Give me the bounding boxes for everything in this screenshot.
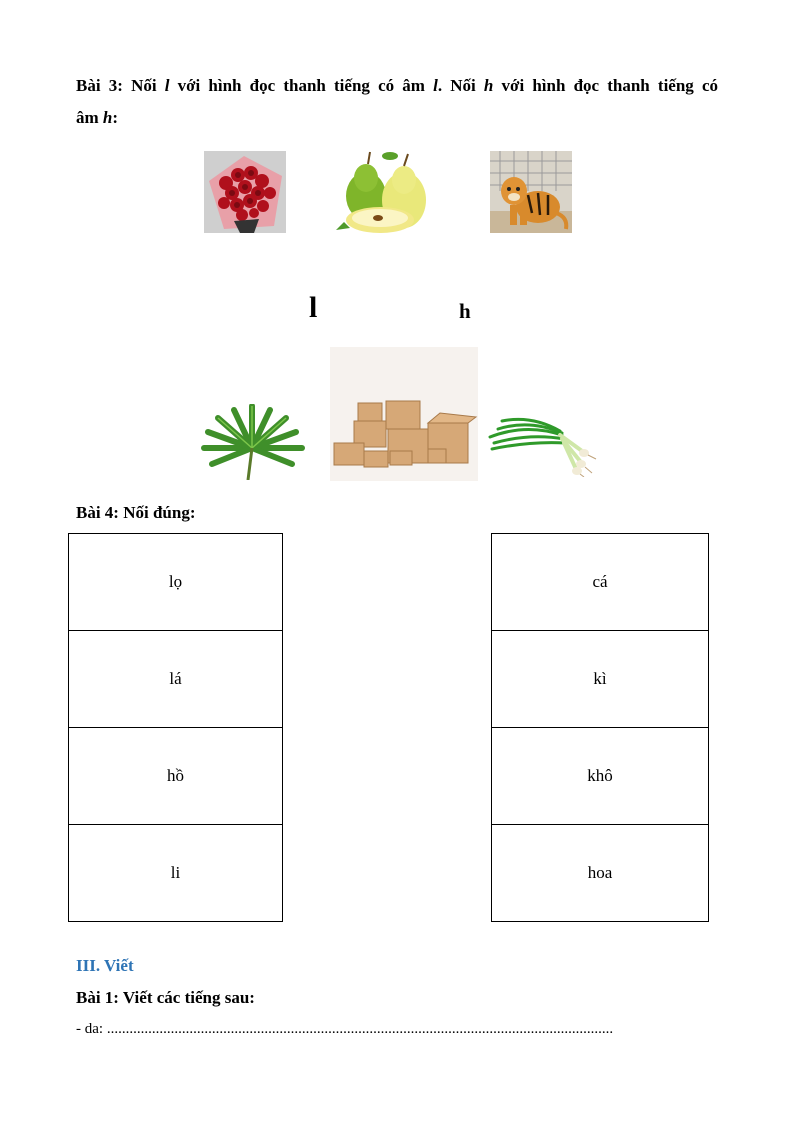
table-row — [69, 825, 283, 922]
right-word-cell[interactable]: cá — [492, 534, 709, 631]
writing-prompt: - da: — [76, 1021, 107, 1037]
table-row — [69, 728, 283, 825]
right-word-table — [491, 533, 709, 922]
left-word-table — [68, 533, 283, 922]
bai1-title: Bài 1: Viết các tiếng sau: — [76, 988, 255, 1007]
letter-l: l — [309, 291, 318, 324]
left-word-cell[interactable]: lọ — [69, 534, 283, 631]
table-row — [69, 534, 283, 631]
palm-leaf-picture — [198, 404, 306, 480]
right-word-cell[interactable]: kì — [492, 631, 709, 728]
table-row — [69, 631, 283, 728]
boxes-picture — [330, 347, 478, 481]
left-word-cell[interactable]: li — [69, 825, 283, 922]
rose-bouquet-picture — [204, 151, 286, 233]
table-row — [492, 825, 709, 922]
table-row — [492, 534, 709, 631]
writing-dots: ....................................................................................................................................... — [106, 1021, 614, 1037]
table-row — [492, 728, 709, 825]
letter-h: h — [459, 299, 471, 323]
tiger-picture — [490, 151, 572, 233]
green-onion-picture — [486, 407, 598, 477]
left-word-cell[interactable]: lá — [69, 631, 283, 728]
table-row — [492, 631, 709, 728]
right-word-cell[interactable]: hoa — [492, 825, 709, 922]
writing-line[interactable] — [76, 1021, 716, 1038]
pear-picture — [332, 148, 430, 236]
bai3-instruction-line2: âm h: — [76, 108, 119, 127]
bai3-instruction-line1: Bài 3: Nối l với hình đọc thanh tiếng có âm l. Nối h với hình đọc thanh tiếng có — [76, 76, 719, 95]
section-heading-viet: III. Viết — [76, 956, 134, 975]
right-word-cell[interactable]: khô — [492, 728, 709, 825]
left-word-cell[interactable]: hồ — [69, 728, 283, 825]
bai4-title: Bài 4: Nối đúng: — [76, 503, 196, 522]
bai3-label: Bài 3: — [76, 76, 123, 95]
